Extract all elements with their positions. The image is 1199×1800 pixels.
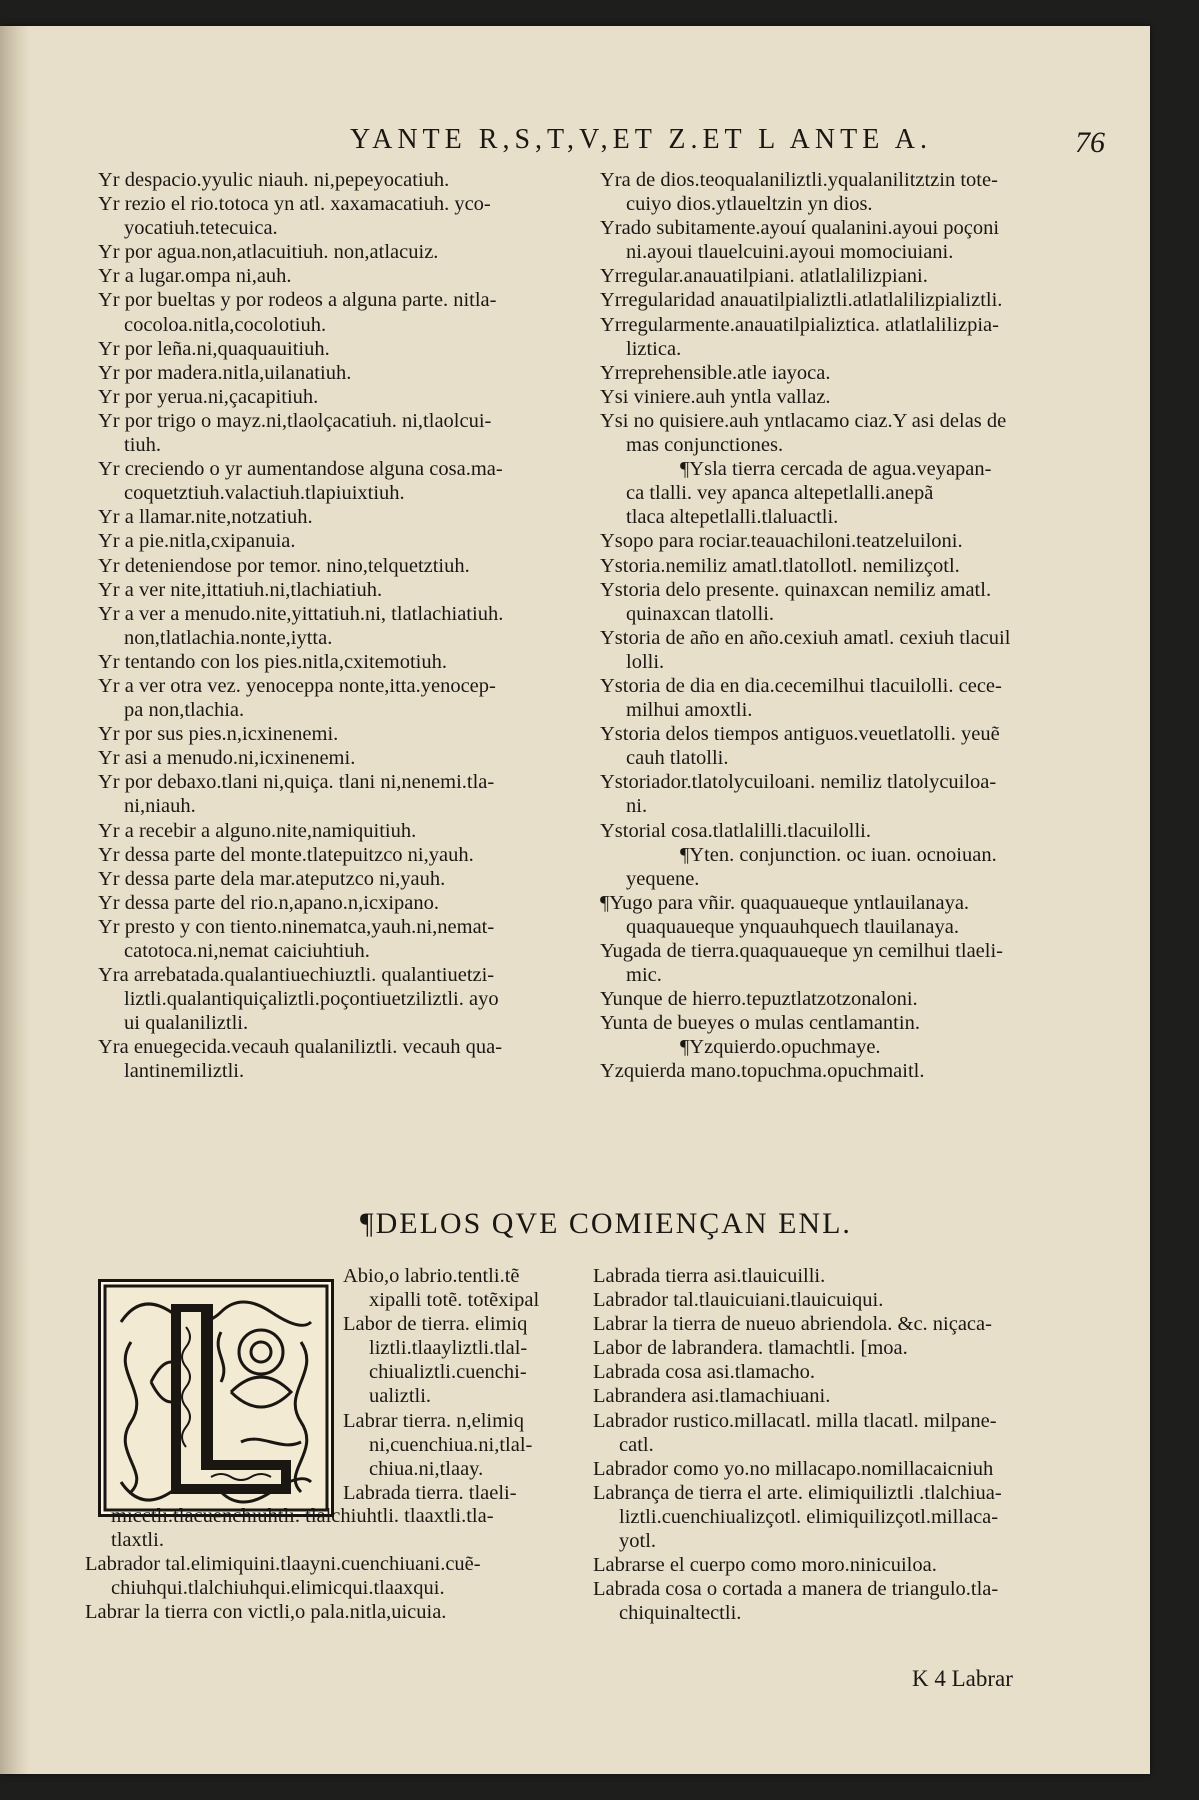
book-page	[0, 26, 1150, 1774]
dictionary-line: Yr por yerua.ni,çacapitiuh.	[98, 385, 319, 408]
dictionary-line: liztli.cuenchiualizçotl. elimiquilizçotl.millaca-	[619, 1505, 999, 1528]
dictionary-line: Labrador tal.elimiquini.tlaayni.cuenchiuani.cuẽ-	[85, 1553, 481, 1576]
dictionary-line: Labrada cosa asi.tlamacho.	[593, 1361, 815, 1384]
section-title: ¶DELOS QVE COMIENÇAN ENL.	[360, 1207, 852, 1240]
dictionary-line: Yr por debaxo.tlani ni,quiça. tlani ni,nenemi.tla-	[98, 771, 495, 794]
dictionary-line: Labrada cosa o cortada a manera de triangulo.tla-	[593, 1578, 999, 1601]
dictionary-line: Yr presto y con tiento.ninematca,yauh.ni,nemat-	[98, 915, 495, 938]
dictionary-line: Yr dessa parte dela mar.ateputzco ni,yauh.	[98, 867, 446, 890]
dictionary-line: Ystoria de dia en dia.cecemilhui tlacuilolli. cece-	[600, 674, 1002, 697]
dictionary-line: Labrada tierra asi.tlauicuilli.	[593, 1265, 826, 1287]
dictionary-line: ni.ayoui tlauelcuini.ayoui momociuiani.	[626, 241, 954, 264]
dictionary-line: Ysopo para rociar.teauachiloni.teatzeluiloni.	[600, 530, 963, 553]
dictionary-line: ualiztli.	[369, 1385, 432, 1408]
dictionary-line: lantinemiliztli.	[124, 1060, 245, 1083]
dictionary-line: liztli.qualantiquiçaliztli.poçontiuetziliztli. ayo	[124, 988, 499, 1011]
dictionary-line: Yr a ver a menudo.nite,yittatiuh.ni, tlatlachiatiuh.	[98, 602, 504, 625]
dictionary-line: Yrregularmente.anauatilpializtica. atlatlalilizpia-	[600, 313, 999, 336]
dictionary-line: mas conjunctiones.	[626, 434, 784, 457]
folio-number: 76	[1075, 126, 1105, 159]
dictionary-line: yequene.	[626, 867, 700, 890]
dictionary-line: Labrada tierra. tlaeli-	[343, 1481, 517, 1504]
dictionary-line: Yr asi a menudo.ni,icxinenemi.	[98, 747, 356, 770]
dictionary-line: Labrar tierra. n,elimiq	[343, 1409, 524, 1432]
dictionary-line: yotl.	[619, 1530, 657, 1553]
dictionary-line: Yr a lugar.ompa ni,auh.	[98, 265, 292, 288]
dictionary-line: Yr por sus pies.n,icxinenemi.	[98, 723, 339, 746]
dictionary-line: Yrregularidad anauatilpializtli.atlatlalilizpializtli.	[600, 289, 1003, 312]
dictionary-line: Yr a pie.nitla,cxipanuia.	[98, 530, 296, 553]
dictionary-line: ni.	[626, 795, 648, 818]
dictionary-line: milhui amoxtli.	[626, 699, 753, 722]
dictionary-line: Ysi viniere.auh yntla vallaz.	[600, 385, 831, 408]
dictionary-line: Yr tentando con los pies.nitla,cxitemotiuh.	[98, 650, 448, 673]
dictionary-line: Labrador como yo.no millacapo.nomillacaicniuh	[593, 1457, 994, 1480]
lower-left-entries-beside-initial	[343, 1264, 539, 1505]
dictionary-line: Yrregular.anauatilpiani. atlatlalilizpiani.	[600, 265, 928, 288]
dictionary-line: Yra arrebatada.qualantiuechiuztli. qualantiuetzi-	[98, 964, 495, 987]
dictionary-line: catl.	[619, 1433, 654, 1456]
ornamental-letter-L-icon	[101, 1282, 331, 1514]
dictionary-line: ¶Yugo para vñir. quaquaueque yntlauilanaya.	[600, 891, 970, 914]
dictionary-line: pa non,tlachia.	[124, 699, 245, 722]
dictionary-line: quaquaueque ynquauhquech tlauilanaya.	[626, 915, 959, 938]
dictionary-line: Yr por trigo o mayz.ni,tlaolçacatiuh. ni,tlaolcui-	[98, 409, 492, 432]
dictionary-line: ni,niauh.	[124, 795, 196, 818]
dictionary-line: Yr a recebir a alguno.nite,namiquitiuh.	[98, 819, 417, 842]
dictionary-line: Yra enuegecida.vecauh qualaniliztli. vecauh qua-	[98, 1036, 503, 1059]
dictionary-line: Ystoria delo presente. quinaxcan nemiliz amatl.	[600, 578, 992, 601]
dictionary-line: Yr despacio.yyulic niauh. ni,pepeyocatiuh.	[98, 169, 450, 191]
dictionary-line: Yunta de bueyes o mulas centlamantin.	[600, 1012, 920, 1035]
dictionary-line: Labrarse el cuerpo como moro.ninicuiloa.	[593, 1554, 937, 1577]
dictionary-line: Labrar la tierra con victli,o pala.nitla,uicuia.	[85, 1601, 447, 1624]
dictionary-line: cocoloa.nitla,cocolotiuh.	[124, 313, 327, 336]
dictionary-line: micctli.tlacuenchiuhtli. tlalchiuhtli. tlaaxtli.tla-	[111, 1505, 494, 1527]
dictionary-line: ui qualaniliztli.	[124, 1012, 249, 1035]
dictionary-line: Ystoria delos tiempos antiguos.veuetlatolli. yeuẽ	[600, 723, 1000, 746]
right-column	[600, 168, 1070, 1084]
dictionary-line: Yra de dios.teoqualaniliztli.yqualanilitztzin tote-	[600, 169, 998, 191]
dictionary-line: Yr por agua.non,atlacuitiuh. non,atlacuiz.	[98, 241, 439, 264]
dictionary-line: Yunque de hierro.tepuztlatzotzonaloni.	[600, 988, 918, 1011]
dictionary-line: liztica.	[626, 337, 682, 360]
dictionary-line: mic.	[626, 964, 662, 987]
dictionary-line: catotoca.ni,nemat caiciuhtiuh.	[124, 940, 370, 962]
left-column	[98, 168, 568, 1084]
dictionary-line: lolli.	[626, 650, 665, 673]
dictionary-line: Yr por leña.ni,quaquauitiuh.	[98, 337, 330, 360]
dictionary-line: Abio,o labrio.tentli.tẽ	[343, 1265, 520, 1287]
dictionary-line: Ystorial cosa.tlatlalilli.tlacuilolli.	[600, 819, 871, 842]
dictionary-line: ¶Ysla tierra cercada de agua.veyapan-	[680, 458, 992, 481]
dictionary-line: ¶Yzquierdo.opuchmaye.	[680, 1036, 881, 1059]
dictionary-line: xipalli totẽ. totẽxipal	[369, 1289, 540, 1312]
dictionary-line: Labrar la tierra de nueuo abriendola. &c. niçaca-	[593, 1313, 992, 1336]
dictionary-line: tiuh.	[124, 434, 162, 457]
dictionary-line: Labrança de tierra el arte. elimiquiliztli .tlalchiua-	[593, 1481, 1002, 1504]
dictionary-line: chiquinaltectli.	[619, 1602, 742, 1625]
dictionary-line: ¶Yten. conjunction. oc iuan. ocnoiuan.	[680, 843, 997, 866]
dictionary-line: Labor de labrandera. tlamachtli. [moa.	[593, 1337, 908, 1360]
dictionary-line: Yr a ver nite,ittatiuh.ni,tlachiatiuh.	[98, 578, 383, 601]
dictionary-line: Yr rezio el rio.totoca yn atl. xaxamacatiuh. yco-	[98, 193, 491, 216]
dictionary-line: tlaca altepetlalli.tlaluactli.	[626, 506, 839, 529]
dictionary-line: cauh tlatolli.	[626, 747, 729, 770]
dictionary-line: Yr a ver otra vez. yenoceppa nonte,itta.yenocep-	[98, 674, 496, 697]
dictionary-line: ni,cuenchiua.ni,tlal-	[369, 1433, 533, 1456]
dictionary-line: Yr creciendo o yr aumentandose alguna cosa.ma-	[98, 458, 503, 481]
dictionary-line: quinaxcan tlatolli.	[626, 602, 775, 625]
dictionary-line: Labrador rustico.millacatl. milla tlacatl. milpane-	[593, 1409, 997, 1432]
decorated-initial-L-woodcut	[98, 1279, 334, 1517]
dictionary-line: Labor de tierra. elimiq	[343, 1313, 528, 1336]
dictionary-line: Labrador tal.tlauicuiani.tlauicuiqui.	[593, 1289, 884, 1312]
dictionary-line: chiua.ni,tlaay.	[369, 1457, 484, 1480]
dictionary-line: yocatiuh.tetecuica.	[124, 217, 278, 240]
dictionary-line: Yrreprehensible.atle iayoca.	[600, 361, 831, 384]
dictionary-line: Ysi no quisiere.auh yntlacamo ciaz.Y asi delas de	[600, 409, 1007, 432]
dictionary-line: Yr a llamar.nite,notzatiuh.	[98, 506, 313, 529]
dictionary-line: Ystoria de año en año.cexiuh amatl. cexiuh tlacuil	[600, 626, 1011, 649]
dictionary-line: ca tlalli. vey apanca altepetlalli.anepã	[626, 482, 934, 505]
dictionary-line: Yrado subitamente.ayouí qualanini.ayoui poçoni	[600, 217, 1000, 240]
dictionary-line: cuiyo dios.ytlaueltzin yn dios.	[626, 193, 873, 216]
dictionary-line: chiualiztli.cuenchi-	[369, 1361, 527, 1384]
dictionary-line: Yr deteniendose por temor. nino,telquetztiuh.	[98, 554, 470, 577]
dictionary-line: chiuhqui.tlalchiuhqui.elimicqui.tlaaxqui.	[111, 1577, 445, 1600]
running-header: YANTE R,S,T,V,ET Z.ET L ANTE A.	[350, 124, 932, 155]
dictionary-line: Yr por bueltas y por rodeos a alguna parte. nitla-	[98, 289, 497, 312]
dictionary-line: Yugada de tierra.quaquaueque yn cemilhui tlaeli-	[600, 940, 1004, 962]
lower-right-entries	[593, 1264, 1002, 1625]
dictionary-line: coquetztiuh.valactiuh.tlapiuixtiuh.	[124, 482, 405, 505]
dictionary-line: Ystoria.nemiliz amatl.tlatollotl. nemilizçotl.	[600, 554, 960, 577]
dictionary-line: liztli.tlaayliztli.tlal-	[369, 1337, 528, 1360]
page-gutter-binding	[0, 26, 30, 1774]
dictionary-line: Ystoriador.tlatolycuiloani. nemiliz tlatolycuiloa-	[600, 771, 997, 794]
dictionary-line: tlaxtli.	[111, 1529, 164, 1552]
lower-left-entries	[85, 1504, 494, 1624]
signature-catchword: K 4 Labrar	[912, 1666, 1013, 1691]
dictionary-line: Yzquierda mano.topuchma.opuchmaitl.	[600, 1060, 925, 1083]
dictionary-line: Yr dessa parte del monte.tlatepuitzco ni,yauh.	[98, 843, 474, 866]
dictionary-line: Labrandera asi.tlamachiuani.	[593, 1385, 831, 1408]
dictionary-line: non,tlatlachia.nonte,iytta.	[124, 626, 333, 649]
dictionary-line: Yr por madera.nitla,uilanatiuh.	[98, 361, 352, 384]
dictionary-line: Yr dessa parte del rio.n,apano.n,icxipano.	[98, 891, 439, 914]
